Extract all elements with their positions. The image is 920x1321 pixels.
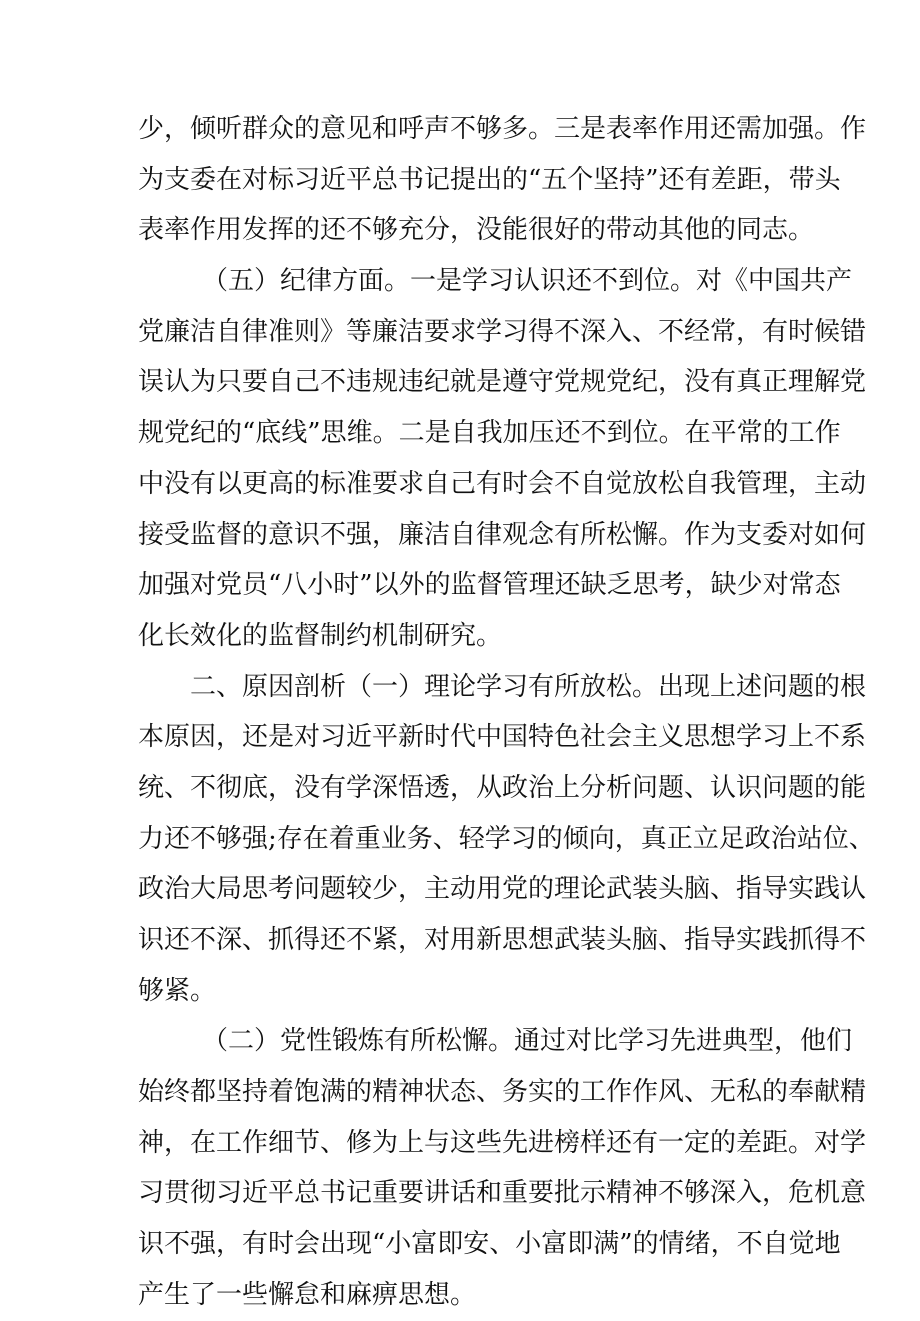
text-line: 力还不够强;存在着重业务、轻学习的倾向，真正立足政治站位、 [138,823,875,854]
text-line: （五）纪律方面。一是学习认识还不到位。对《中国共产 [202,266,853,297]
text-line: 规党纪的“底线”思维。二是自我加压还不到位。在平常的工作 [138,418,841,449]
text-line: 识还不深、抓得还不紧，对用新思想武装头脑、指导实践抓得不 [138,925,867,955]
text-line: 本原因，还是对习近平新时代中国特色社会主义思想学习上不系 [138,722,867,753]
text-line: 加强对党员“八小时”以外的监督管理还缺乏思考，缺少对常态 [138,570,841,601]
text-line: 误认为只要自己不违规违纪就是遵守党规党纪，没有真正理解党 [138,367,867,398]
text-line: 表率作用发挥的还不够充分，没能很好的带动其他的同志。 [138,215,815,246]
paragraph-discipline [138,256,867,662]
text-line: 神，在工作细节、修为上与这些先进榜样还有一定的差距。对学 [138,1127,867,1158]
paragraph-causes [138,662,875,1017]
paragraph-continued [138,104,867,256]
text-line: 识不强，有时会出现“小富即安、小富即满”的情绪，不自觉地 [138,1229,841,1260]
text-line: 二、原因剖析（一）理论学习有所放松。出现上述问题的根 [190,671,867,702]
text-line: 统、不彻底，没有学深悟透，从政治上分析问题、认识问题的能 [138,772,867,803]
text-line: （二）党性锻炼有所松懈。通过对比学习先进典型，他们 [202,1026,853,1057]
text-line: 中没有以更高的标准要求自己有时会不自觉放松自我管理，主动 [138,468,867,499]
text-line: 习贯彻习近平总书记重要讲话和重要批示精神不够深入，危机意 [138,1178,867,1209]
text-line: 始终都坚持着饱满的精神状态、务实的工作作风、无私的奉献精 [138,1077,867,1108]
text-line: 为支委在对标习近平总书记提出的“五个坚持”还有差距，带头 [138,164,841,195]
text-line: 政治大局思考问题较少，主动用党的理论武装头脑、指导实践认 [138,874,867,905]
text-line: 少，倾听群众的意见和呼声不够多。三是表率作用还需加强。作 [138,114,867,144]
text-line: 化长效化的监督制约机制研究。 [138,620,503,651]
paragraph-party-spirit [138,1016,867,1320]
text-line: 党廉洁自律准则》等廉洁要求学习得不深入、不经常，有时候错 [138,316,867,347]
document-body [138,104,875,1321]
text-line: 够紧。 [138,975,217,1006]
text-line: 产生了一些懈怠和麻痹思想。 [138,1279,477,1310]
text-line: 接受监督的意识不强，廉洁自律观念有所松懈。作为支委对如何 [138,519,867,550]
